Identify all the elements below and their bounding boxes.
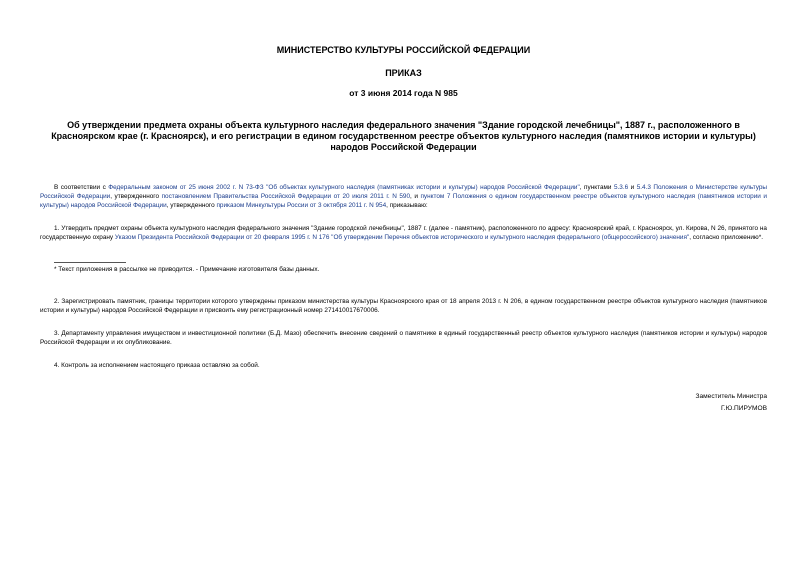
intro-paragraph — [40, 183, 767, 210]
federal-law-link[interactable]: Федеральным законом от 25 июня 2002 г. N 73-ФЗ "Об объектах культурного наследия (памятниках истории и культуры) народов Российской Федерации" — [108, 184, 580, 191]
ministry-name: МИНИСТЕРСТВО КУЛЬТУРЫ РОССИЙСКОЙ ФЕДЕРАЦИИ — [276, 45, 531, 55]
signatory-position: Заместитель Министра — [695, 393, 767, 400]
item-1-text-1: 1. Утвердить предмет охраны объекта культурного наследия федерального значения "Здание городской лечебницы", 1887 г. (далее - памятник), расположенного по адресу: Красноярский край, г. Красноярск, ул. Кирова, N 26, принятого на государственную охрану — [40, 225, 767, 241]
signatory-name: Г.Ю.ПИРУМОВ — [720, 405, 767, 412]
registry-regulation-link[interactable]: пунктом 7 Положения о едином государственном реестре объектов культурного наследия (памятников истории и культуры) народов Российской Федерации — [40, 193, 767, 209]
document-type: ПРИКАЗ — [385, 68, 422, 78]
intro-text-7: , приказываю: — [386, 202, 428, 209]
item-2-paragraph: 2. Зарегистрировать памятник, границы территории которого утверждены приказом министерства культуры Красноярского края от 18 апреля 2013 г. N 206, в едином государственном реестре объектов культурного наследия (памятников истории и культуры) народов Российской Федерации и присвоить ему регистрационный номер 271410017670006. — [40, 298, 767, 314]
item-4-paragraph: 4. Контроль за исполнением настоящего приказа оставляю за собой. — [54, 362, 260, 369]
intro-text-3: и — [628, 184, 637, 191]
clause-5-3-6-link[interactable]: 5.3.6 — [613, 184, 629, 191]
ministry-regulation-link[interactable]: 5.4.3 Положения о Министерстве культуры Российской Федерации — [40, 184, 767, 200]
footnote: * Текст приложения в рассылке не приводится. - Примечание изготовителя базы данных. — [54, 266, 320, 273]
mincult-order-link[interactable]: приказом Минкультуры России от 3 октября 2011 г. N 954 — [216, 202, 387, 209]
item-3-paragraph: 3. Департаменту управления имуществом и инвестиционной политики (Б.Д. Мазо) обеспечить внесение сведений о памятнике в единый государственный реестр объектов культурного наследия (памятников истории и культуры) народов Российской Федерации и их опубликование. — [40, 330, 767, 346]
intro-text-4: , утвержденного — [110, 193, 162, 200]
intro-text-6: , утвержденного — [166, 202, 217, 209]
footnote-divider — [54, 262, 126, 263]
item-1-text-2: , согласно приложению*. — [689, 234, 763, 241]
intro-text-5: , и — [410, 193, 421, 200]
government-decree-link[interactable]: постановлением Правительства Российской Федерации от 20 июля 2011 г. N 590 — [161, 193, 411, 200]
intro-text-2: , пунктами — [579, 184, 614, 191]
presidential-decree-link[interactable]: Указом Президента Российской Федерации от 20 февраля 1995 г. N 176 "Об утверждении Перечня объектов исторического и культурного наследия федерального (общероссийского) значения" — [114, 234, 690, 241]
document-date-number: от 3 июня 2014 года N 985 — [349, 88, 458, 98]
item-1-paragraph — [40, 224, 767, 242]
intro-text-1: В соответствии с — [54, 184, 109, 191]
document-title: Об утверждении предмета охраны объекта культурного наследия федерального значения "Здание городской лечебницы", 1887 г., расположенного в Красноярском крае (г. Красноярск), и его регистрации в едином государственном реестре объектов культурного наследия (памятников истории и культуры) народов Российской Федерации — [51, 120, 756, 152]
